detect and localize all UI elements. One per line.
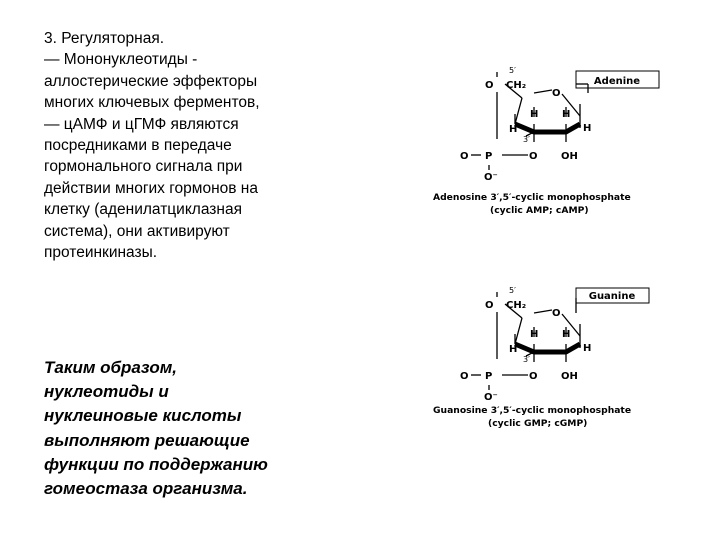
base-label-guanine: Guanine: [588, 291, 636, 302]
atom-ch2: CH₂: [506, 300, 527, 311]
atom-3prime: 3′: [523, 135, 530, 144]
atom-ch2: CH₂: [506, 80, 527, 91]
conclusion-line: гомеостаза организма.: [44, 479, 248, 499]
conclusion-line: функции по поддержанию: [44, 454, 268, 474]
conclusion-line: выполняют решающие: [44, 430, 250, 450]
compound-name: Guanosine 3′,5′-cyclic monophosphate: [433, 405, 632, 416]
conclusion-line: нуклеотиды и: [44, 382, 169, 402]
paragraph-line: действии многих гормонов на: [44, 179, 258, 197]
conclusion-paragraph: [44, 356, 334, 501]
paragraph-line: — цАМФ и цГМФ являются: [44, 115, 239, 133]
paragraph-line: 3. Регуляторная.: [44, 30, 165, 47]
atom-o-left: O: [460, 371, 469, 382]
atom-h2: H: [530, 109, 539, 120]
camp-structure-diagram: [430, 62, 680, 242]
atom-o-ring: O: [552, 88, 561, 99]
paragraph-line: посредниками в передаче: [44, 137, 232, 155]
atom-o-top: O: [485, 80, 494, 91]
compound-name: Adenosine 3′,5′-cyclic monophosphate: [433, 192, 631, 203]
atom-o-minus: O⁻: [484, 392, 498, 403]
paragraph-line: протеинкиназы.: [44, 244, 158, 262]
cgmp-structure-diagram: [430, 282, 680, 462]
atom-p: P: [485, 151, 493, 162]
atom-o-minus: O⁻: [484, 172, 498, 183]
conclusion-line: Таким образом,: [44, 358, 178, 377]
atom-3prime: 3′: [523, 355, 530, 364]
paragraph-line: клетку (аденилатциклазная: [44, 201, 242, 219]
base-label-adenine: Adenine: [593, 76, 641, 87]
paragraph-line: многих ключевых ферментов,: [44, 94, 260, 112]
compound-abbreviation: (cyclic GMP; cGMP): [488, 418, 588, 429]
regulatory-function-paragraph: [44, 28, 334, 263]
compound-abbreviation: (cyclic AMP; cAMP): [490, 205, 589, 216]
atom-oh: OH: [561, 371, 578, 382]
atom-p: P: [485, 371, 493, 382]
atom-o-bridge: O: [529, 371, 538, 382]
atom-5prime: 5′: [509, 286, 516, 295]
atom-o-bridge: O: [529, 151, 538, 162]
atom-5prime: 5′: [509, 66, 516, 75]
atom-oh: OH: [561, 151, 578, 162]
atom-h3: H: [562, 329, 571, 340]
paragraph-line: система), они активируют: [44, 222, 230, 240]
atom-h1: H: [509, 344, 518, 355]
paragraph-line: аллостерические эффекторы: [44, 72, 258, 90]
atom-h4: H: [583, 343, 592, 354]
atom-o-top: O: [485, 300, 494, 311]
atom-h3: H: [562, 109, 571, 120]
atom-o-ring: O: [552, 308, 561, 319]
paragraph-line: гормонального сигнала при: [44, 158, 243, 176]
atom-h2: H: [530, 329, 539, 340]
atom-h4: H: [583, 123, 592, 134]
paragraph-line: — Мононуклеотиды -: [44, 51, 198, 69]
atom-h1: H: [509, 124, 518, 135]
conclusion-line: нуклеиновые кислоты: [44, 406, 242, 426]
atom-o-left: O: [460, 151, 469, 162]
